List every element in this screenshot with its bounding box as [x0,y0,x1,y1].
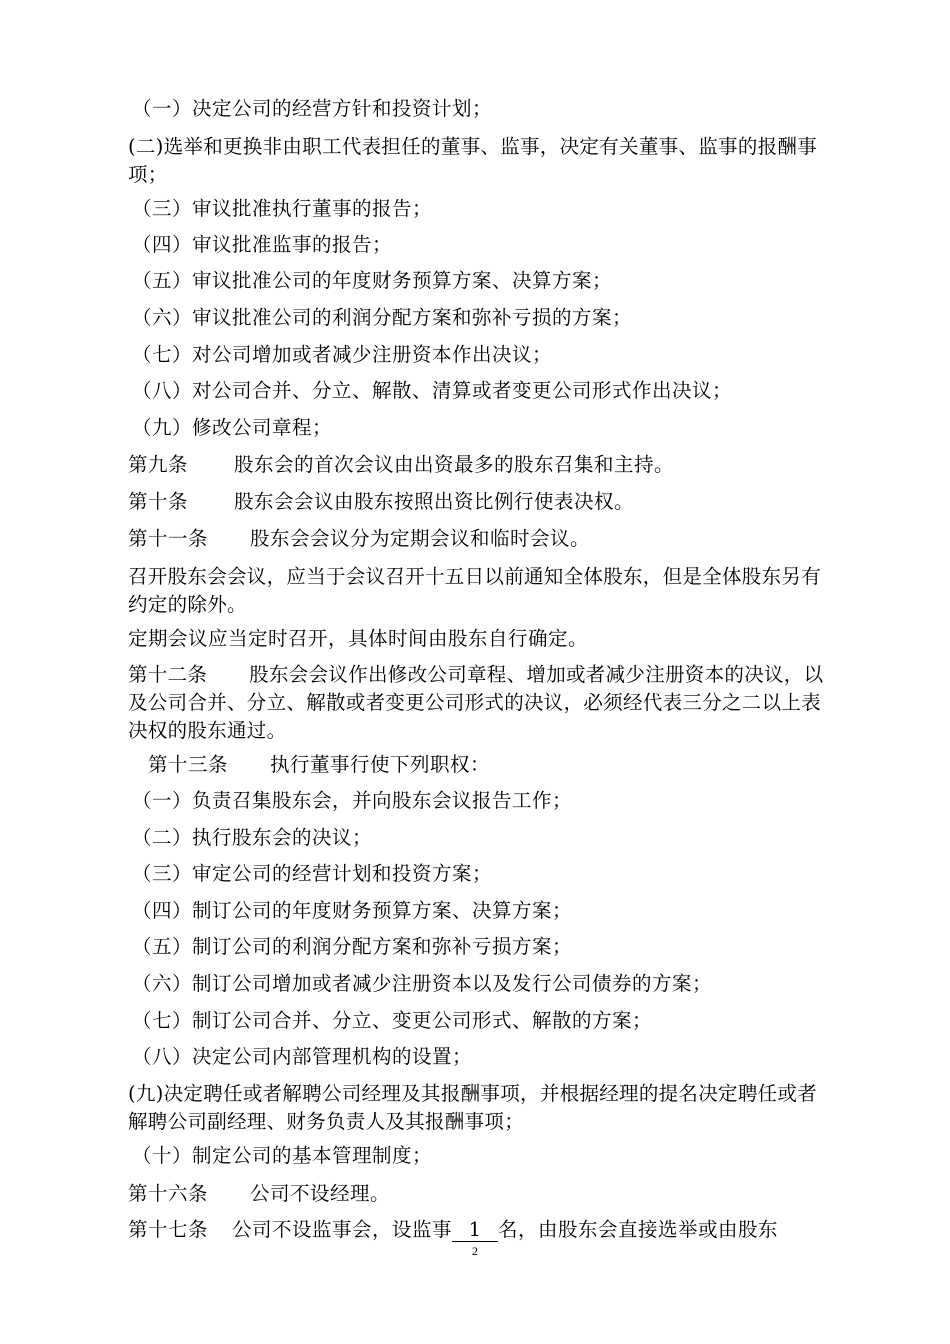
article-10 [128,489,828,515]
article-9 [128,452,828,478]
article-17-text-after: 名，由股东会直接选举或由股东 [498,1218,779,1241]
article-10-label: 第十条 [128,490,189,513]
article-11-label: 第十一条 [128,527,209,550]
article-11-text: 股东会会议分为定期会议和临时会议。 [250,527,591,550]
ed-item-9: (九)决定聘任或者解聘公司经理及其报酬事项，并根据经理的提名决定聘任或者解聘公司副经理、财务负责人及其报酬事项； [128,1082,818,1133]
article-9-text: 股东会的首次会议由出资最多的股东召集和主持。 [234,453,675,476]
article-12 [128,661,828,745]
ed-item-4: （四）制订公司的年度财务预算方案、决算方案； [132,899,573,922]
ed-item-7: （七）制订公司合并、分立、变更公司形式、解散的方案； [132,1009,653,1032]
article-12-text: 股东会会议作出修改公司章程、增加或者减少注册资本的决议，以及公司合并、分立、解散或者变更公司形式的决议，必须经代表三分之二以上表决权的股东通过。 [128,663,824,742]
ed-item-6: （六）制订公司增加或者减少注册资本以及发行公司债券的方案； [132,972,713,995]
gm-item-8: （八）对公司合并、分立、解散、清算或者变更公司形式作出决议； [132,379,733,402]
article-17-text-before: 公司不设监事会，设监事 [232,1218,453,1241]
article-16-text: 公司不设经理。 [250,1182,391,1205]
gm-item-6: （六）审议批准公司的利润分配方案和弥补亏损的方案； [132,306,633,329]
article-13 [148,752,848,778]
article-11-paragraph-2: 定期会议应当定时召开，具体时间由股东自行确定。 [128,627,589,650]
supervisor-count-field: 1 [452,1219,498,1242]
article-11-paragraph-1: 召开股东会会议，应当于会议召开十五日以前通知全体股东，但是全体股东另有约定的除外。 [128,565,822,616]
gm-item-9: （九）修改公司章程； [132,416,333,439]
gm-item-4: （四）审议批准监事的报告； [132,233,393,256]
ed-item-3: （三）审定公司的经营计划和投资方案； [132,862,493,885]
article-13-text: 执行董事行使下列职权： [270,753,491,776]
article-17 [128,1217,828,1243]
article-11 [128,526,828,552]
article-17-label: 第十七条 [128,1218,209,1241]
article-9-label: 第九条 [128,453,189,476]
gm-item-2: (二)选举和更换非由职工代表担任的董事、监事，决定有关董事、监事的报酬事项； [128,135,818,186]
article-16 [128,1181,828,1207]
article-16-label: 第十六条 [128,1182,209,1205]
gm-item-5: （五）审议批准公司的年度财务预算方案、决算方案； [132,269,613,292]
gm-item-3: （三）审议批准执行董事的报告； [132,197,433,220]
article-13-label: 第十三条 [148,753,229,776]
ed-item-5: （五）制订公司的利润分配方案和弥补亏损方案； [132,935,573,958]
ed-item-2: （二）执行股东会的决议； [132,826,373,849]
gm-item-1: （一）决定公司的经营方针和投资计划； [132,97,493,120]
ed-item-10: （十）制定公司的基本管理制度； [132,1144,433,1167]
page-number: 2 [472,1244,478,1258]
gm-item-7: （七）对公司增加或者减少注册资本作出决议； [132,343,553,366]
article-12-label: 第十二条 [128,663,208,686]
ed-item-8: （八）决定公司内部管理机构的设置； [132,1045,473,1068]
ed-item-1: （一）负责召集股东会，并向股东会议报告工作； [132,789,573,812]
article-10-text: 股东会会议由股东按照出资比例行使表决权。 [234,490,635,513]
